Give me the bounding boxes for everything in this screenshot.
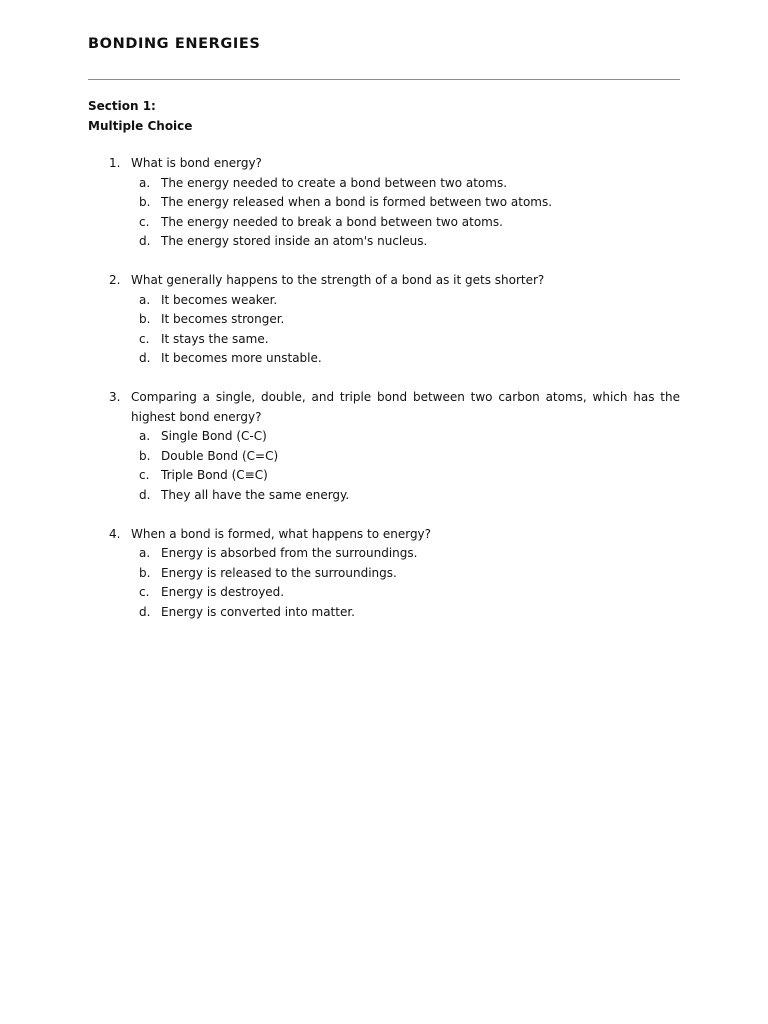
answer-options [131,174,680,252]
option-letter: b. [139,565,151,580]
option-text: It becomes more unstable. [161,351,322,365]
option-letter: d. [139,487,151,502]
option-text: It becomes weaker. [161,292,278,307]
question-text: What is bond energy? [131,156,262,170]
answer-option [131,544,680,564]
option-letter: d. [139,234,151,248]
answer-option [131,232,680,252]
answer-option [131,466,680,486]
answer-option [131,349,680,369]
question-list [88,154,680,642]
answer-option [131,291,680,311]
answer-option [131,213,680,233]
section-name: Multiple Choice [88,118,193,133]
question-text: Comparing a single, double, and triple bond between two carbon atoms, which has the highest bond energy? [131,390,680,424]
option-letter: b. [139,448,151,463]
option-text: The energy released when a bond is formed between two atoms. [161,195,553,209]
answer-option [131,447,680,467]
option-letter: a. [139,292,151,307]
answer-option [131,603,680,623]
option-text: Energy is released to the surroundings. [161,565,397,580]
option-text: Energy is destroyed. [161,585,285,599]
option-letter: c. [139,585,150,599]
option-letter: b. [139,195,151,209]
option-text: Energy is absorbed from the surroundings. [161,546,418,560]
option-text: Triple Bond (C≡C) [161,468,268,482]
option-letter: c. [139,331,150,346]
question-number: 1. [109,156,121,170]
question-number: 2. [109,273,121,287]
option-text: The energy needed to create a bond between two atoms. [161,175,508,190]
title-divider [88,79,680,80]
question-number: 4. [109,526,121,541]
answer-options [131,291,680,369]
section-label: Section 1: [88,99,156,113]
question-item [88,388,680,505]
option-letter: d. [139,604,151,619]
answer-option [131,193,680,213]
answer-option [131,583,680,603]
answer-option [131,174,680,194]
option-text: It stays the same. [161,331,269,346]
option-text: Single Bond (C-C) [161,429,267,443]
answer-option [131,310,680,330]
option-text: They all have the same energy. [161,487,350,502]
question-number: 3. [109,390,121,404]
option-text: It becomes stronger. [161,312,285,326]
option-text: Energy is converted into matter. [161,604,355,619]
question-text: What generally happens to the strength of a bond as it gets shorter? [131,273,545,287]
answer-option [131,486,680,506]
answer-options [131,427,680,505]
question-item [88,154,680,252]
option-letter: c. [139,214,150,229]
answer-options [131,544,680,622]
option-letter: b. [139,312,151,326]
option-letter: a. [139,429,151,443]
option-letter: a. [139,175,151,190]
option-text: The energy needed to break a bond between two atoms. [161,214,503,229]
answer-option [131,330,680,350]
document-title: BONDING ENERGIES [88,36,261,52]
option-letter: c. [139,468,150,482]
option-text: The energy stored inside an atom's nucleus. [161,234,428,248]
option-text: Double Bond (C=C) [161,448,279,463]
answer-option [131,564,680,584]
option-letter: a. [139,546,151,560]
section-heading [88,97,192,136]
question-item [88,525,680,623]
option-letter: d. [139,351,151,365]
question-item [88,271,680,369]
answer-option [131,427,680,447]
question-text: When a bond is formed, what happens to energy? [131,526,432,541]
